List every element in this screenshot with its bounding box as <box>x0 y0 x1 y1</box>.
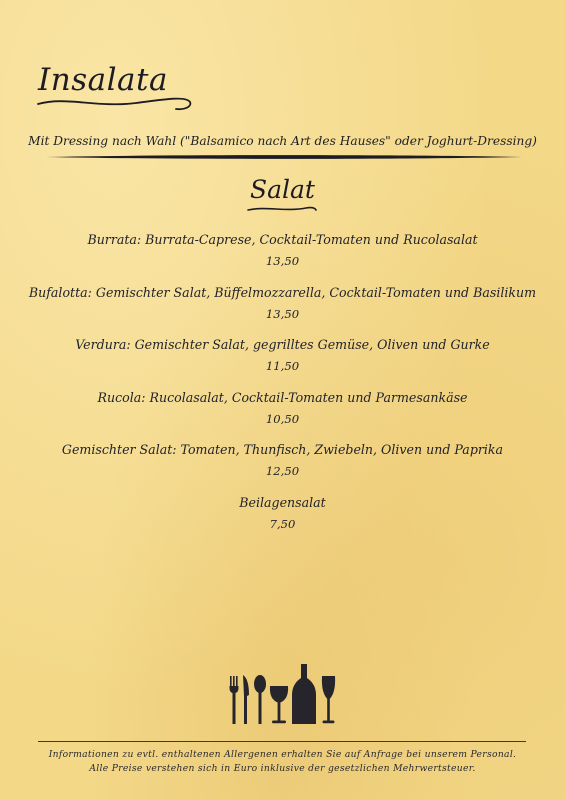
list-item <box>0 390 565 443</box>
allergen-note: Informationen zu evtl. enthaltenen Allergenen erhalten Sie auf Anfrage bei unserem Personal. <box>48 749 517 760</box>
menu-title: Insalata <box>38 62 168 98</box>
item-name: Gemischter Salat: Tomaten, Thunfisch, Zwiebeln, Oliven und Paprika <box>61 442 504 457</box>
item-price: 13,50 <box>265 254 300 268</box>
item-price: 11,50 <box>265 359 300 373</box>
knife-icon <box>243 675 249 724</box>
list-item <box>0 495 565 548</box>
item-name: Rucola: Rucolasalat, Cocktail-Tomaten und Parmesankäse <box>97 389 468 405</box>
item-price: 12,50 <box>265 464 300 478</box>
list-item <box>0 337 565 390</box>
list-item <box>0 232 565 285</box>
salad-list <box>0 232 565 547</box>
footer-notes <box>0 748 565 776</box>
section-title: Salat <box>250 175 315 204</box>
item-name: Bufalotta: Gemischter Salat, Büffelmozzarella, Cocktail-Tomaten und Basilikum <box>28 284 537 300</box>
title-swash <box>36 92 196 114</box>
item-price: 10,50 <box>265 411 300 426</box>
item-price: 7,50 <box>269 516 296 531</box>
item-name: Verdura: Gemischter Salat, gegrilltes Gemüse, Oliven und Gurke <box>75 337 490 352</box>
fork-icon <box>230 676 239 724</box>
section-swash <box>246 203 318 215</box>
item-name: Beilagensalat <box>239 494 326 510</box>
list-item <box>0 285 565 338</box>
spoon-icon <box>254 675 266 724</box>
dressing-note: Mit Dressing nach Wahl ("Balsamico nach Art des Hauses" oder Joghurt-Dressing) <box>28 134 537 148</box>
item-price: 13,50 <box>265 306 300 321</box>
price-note: Alle Preise verstehen sich in Euro inklusive der gesetzlichen Mehrwertsteuer. <box>89 763 476 774</box>
cutlery-illustration <box>228 662 340 728</box>
list-item <box>0 442 565 495</box>
footer-divider <box>38 741 526 742</box>
item-name: Burrata: Burrata-Caprese, Cocktail-Tomaten und Rucolasalat <box>87 232 478 247</box>
wine-bottle-icon <box>292 664 316 724</box>
wine-glass-icon <box>270 686 288 723</box>
champagne-glass-icon <box>322 676 335 723</box>
subtitle-underline <box>44 152 524 162</box>
